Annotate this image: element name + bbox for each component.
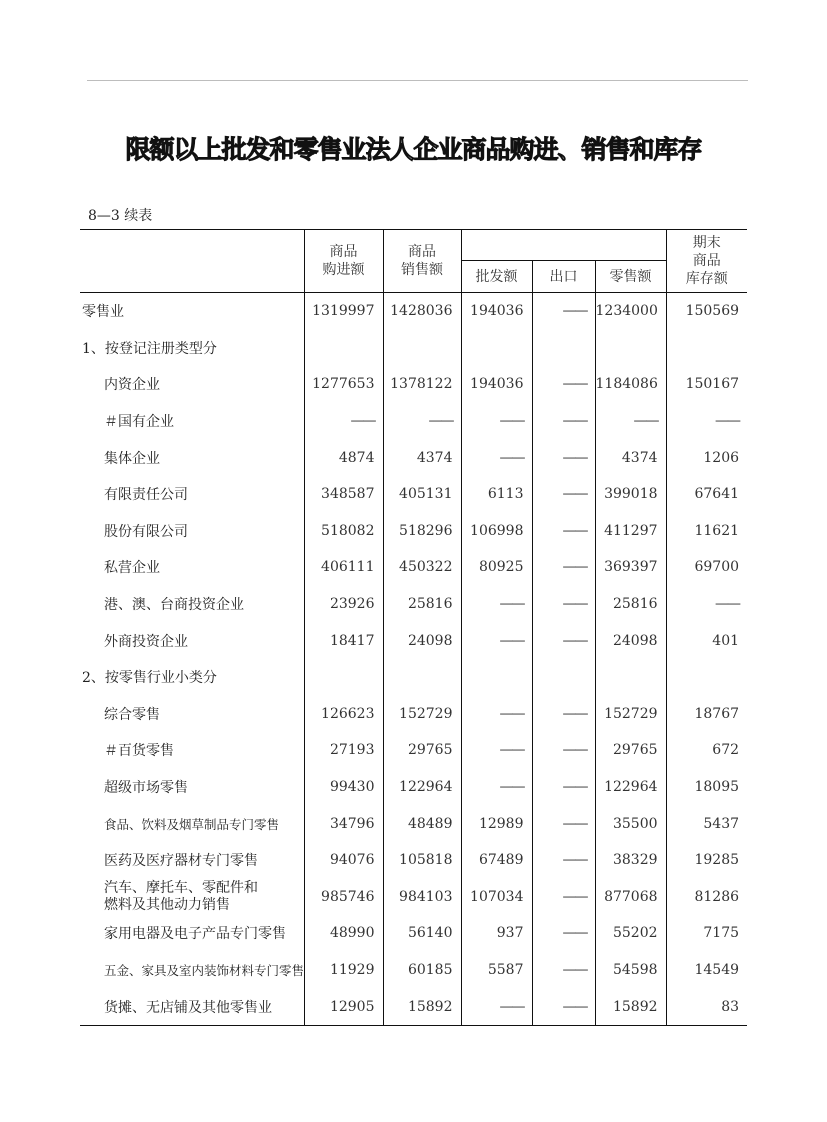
- table-row: [80, 915, 747, 952]
- cell-sales: 4374: [383, 439, 461, 476]
- header-sales: [383, 230, 461, 293]
- cell-purchase: 4874: [304, 439, 383, 476]
- row-label: 内资企业: [104, 377, 160, 394]
- cell-purchase: [304, 330, 383, 367]
- row-label: 综合零售: [104, 706, 160, 723]
- header-sales-l1: 商品: [408, 244, 436, 260]
- row-label-line2: 燃料及其他动力销售: [104, 896, 230, 913]
- cell-purchase: 126623: [304, 696, 383, 733]
- header-stock-l1: 期末: [692, 235, 721, 251]
- cell-stock: ——: [666, 403, 747, 440]
- row-label: 医药及医疗器材专门零售: [104, 853, 258, 870]
- cell-stock: 19285: [666, 842, 747, 879]
- table-row: [80, 439, 747, 476]
- row-label: 集体企业: [104, 450, 160, 467]
- cell-stock: ——: [666, 586, 747, 623]
- cell-wholesale: [461, 330, 532, 367]
- header-group-blank: [461, 230, 666, 261]
- row-label: 五金、家具及室内装饰材料专门零售: [104, 962, 305, 978]
- row-label: 私营企业: [104, 560, 160, 577]
- top-rule: [87, 80, 748, 81]
- cell-wholesale: 194036: [461, 293, 532, 330]
- cell-export: ——: [532, 879, 595, 916]
- cell-retail: 1234000: [595, 293, 666, 330]
- cell-sales: 56140: [383, 915, 461, 952]
- cell-export: ——: [532, 586, 595, 623]
- table-row: [80, 842, 747, 879]
- data-table: [80, 229, 747, 1026]
- table-row: [80, 659, 747, 696]
- cell-purchase: ——: [304, 403, 383, 440]
- cell-retail: 399018: [595, 476, 666, 513]
- row-label: 超级市场零售: [104, 780, 188, 797]
- cell-export: ——: [532, 842, 595, 879]
- row-label: 外商投资企业: [104, 633, 188, 650]
- cell-wholesale: 107034: [461, 879, 532, 916]
- row-label: 家用电器及电子产品专门零售: [104, 926, 286, 943]
- header-stock-l2: 商品: [692, 253, 721, 269]
- cell-retail: 411297: [595, 513, 666, 550]
- cell-purchase: [304, 659, 383, 696]
- cell-sales: 1428036: [383, 293, 461, 330]
- cell-purchase: 406111: [304, 549, 383, 586]
- cell-export: [532, 659, 595, 696]
- cell-stock: 69700: [666, 549, 747, 586]
- row-label: 股份有限公司: [104, 523, 188, 540]
- cell-export: ——: [532, 952, 595, 989]
- cell-retail: 38329: [595, 842, 666, 879]
- cell-stock: 7175: [666, 915, 747, 952]
- cell-retail: ——: [595, 403, 666, 440]
- header-stock: [666, 230, 747, 293]
- cell-stock: [666, 330, 747, 367]
- table-row: [80, 622, 747, 659]
- row-label-line1: 汽车、摩托车、零配件和: [104, 879, 258, 896]
- cell-sales: 25816: [383, 586, 461, 623]
- cell-export: ——: [532, 622, 595, 659]
- cell-purchase: 1319997: [304, 293, 383, 330]
- row-label: 有限责任公司: [104, 487, 188, 504]
- cell-purchase: 99430: [304, 769, 383, 806]
- cell-wholesale: 5587: [461, 952, 532, 989]
- header-purchase-l2: 购进额: [322, 262, 365, 278]
- cell-export: ——: [532, 769, 595, 806]
- cell-sales: [383, 659, 461, 696]
- cell-purchase: 12905: [304, 988, 383, 1025]
- cell-sales: 405131: [383, 476, 461, 513]
- cell-wholesale: ——: [461, 439, 532, 476]
- cell-sales: ——: [383, 403, 461, 440]
- cell-sales: 518296: [383, 513, 461, 550]
- cell-retail: 55202: [595, 915, 666, 952]
- cell-stock: 14549: [666, 952, 747, 989]
- table-number: 8—3 续表: [88, 208, 153, 224]
- cell-stock: 67641: [666, 476, 747, 513]
- cell-wholesale: [461, 659, 532, 696]
- cell-stock: 672: [666, 732, 747, 769]
- table-row: [80, 549, 747, 586]
- cell-wholesale: 67489: [461, 842, 532, 879]
- cell-retail: 369397: [595, 549, 666, 586]
- cell-purchase: 518082: [304, 513, 383, 550]
- cell-export: ——: [532, 293, 595, 330]
- cell-stock: 1206: [666, 439, 747, 476]
- cell-retail: 24098: [595, 622, 666, 659]
- cell-export: ——: [532, 403, 595, 440]
- cell-sales: 122964: [383, 769, 461, 806]
- header-retail: 零售额: [595, 261, 666, 293]
- cell-export: ——: [532, 915, 595, 952]
- cell-stock: 11621: [666, 513, 747, 550]
- cell-sales: 105818: [383, 842, 461, 879]
- cell-purchase: 985746: [304, 879, 383, 916]
- cell-export: [532, 330, 595, 367]
- cell-retail: 15892: [595, 988, 666, 1025]
- cell-purchase: 34796: [304, 805, 383, 842]
- row-label: [80, 879, 304, 916]
- cell-sales: 48489: [383, 805, 461, 842]
- cell-export: ——: [532, 696, 595, 733]
- cell-retail: 152729: [595, 696, 666, 733]
- header-purchase: [304, 230, 383, 293]
- cell-sales: 29765: [383, 732, 461, 769]
- cell-retail: 4374: [595, 439, 666, 476]
- cell-sales: 60185: [383, 952, 461, 989]
- cell-wholesale: 12989: [461, 805, 532, 842]
- header-blank: [80, 230, 304, 293]
- row-label: ＃百货零售: [104, 743, 174, 760]
- table-row: [80, 476, 747, 513]
- cell-purchase: 18417: [304, 622, 383, 659]
- cell-stock: 401: [666, 622, 747, 659]
- table-row: [80, 805, 747, 842]
- cell-export: ——: [532, 439, 595, 476]
- cell-retail: 25816: [595, 586, 666, 623]
- table-row: [80, 330, 747, 367]
- cell-retail: 54598: [595, 952, 666, 989]
- cell-export: ——: [532, 988, 595, 1025]
- cell-sales: 15892: [383, 988, 461, 1025]
- cell-sales: 1378122: [383, 366, 461, 403]
- cell-export: ——: [532, 549, 595, 586]
- cell-wholesale: ——: [461, 769, 532, 806]
- row-label: 2、按零售行业小类分: [82, 670, 217, 687]
- cell-stock: 5437: [666, 805, 747, 842]
- cell-sales: 450322: [383, 549, 461, 586]
- cell-stock: 83: [666, 988, 747, 1025]
- cell-stock: 150167: [666, 366, 747, 403]
- cell-retail: 877068: [595, 879, 666, 916]
- cell-retail: 29765: [595, 732, 666, 769]
- cell-purchase: 11929: [304, 952, 383, 989]
- table-row: [80, 769, 747, 806]
- cell-wholesale: 106998: [461, 513, 532, 550]
- cell-wholesale: 6113: [461, 476, 532, 513]
- cell-sales: [383, 330, 461, 367]
- cell-purchase: 23926: [304, 586, 383, 623]
- cell-wholesale: ——: [461, 732, 532, 769]
- table-row: [80, 586, 747, 623]
- cell-sales: 984103: [383, 879, 461, 916]
- row-label: 货摊、无店铺及其他零售业: [104, 999, 272, 1016]
- cell-wholesale: ——: [461, 622, 532, 659]
- row-label: 食品、饮料及烟草制品专门零售: [104, 816, 280, 832]
- row-label: 港、澳、台商投资企业: [104, 597, 244, 614]
- table-row: [80, 366, 747, 403]
- cell-wholesale: 194036: [461, 366, 532, 403]
- cell-sales: 152729: [383, 696, 461, 733]
- row-label: 零售业: [82, 304, 124, 321]
- cell-stock: 150569: [666, 293, 747, 330]
- table-row: [80, 696, 747, 733]
- cell-purchase: 48990: [304, 915, 383, 952]
- cell-wholesale: 937: [461, 915, 532, 952]
- row-label: ＃国有企业: [104, 414, 174, 431]
- table-row: [80, 293, 747, 330]
- cell-purchase: 94076: [304, 842, 383, 879]
- cell-sales: 24098: [383, 622, 461, 659]
- row-label: 1、按登记注册类型分: [82, 340, 217, 357]
- cell-export: ——: [532, 805, 595, 842]
- page-title: 限额以上批发和零售业法人企业商品购进、销售和库存: [125, 135, 702, 164]
- cell-wholesale: ——: [461, 988, 532, 1025]
- table-row: [80, 952, 747, 989]
- cell-wholesale: 80925: [461, 549, 532, 586]
- table-row: [80, 732, 747, 769]
- cell-wholesale: ——: [461, 403, 532, 440]
- cell-retail: [595, 659, 666, 696]
- header-wholesale: 批发额: [461, 261, 532, 293]
- cell-export: ——: [532, 476, 595, 513]
- cell-stock: 18767: [666, 696, 747, 733]
- table-row: [80, 403, 747, 440]
- cell-stock: [666, 659, 747, 696]
- cell-purchase: 27193: [304, 732, 383, 769]
- cell-retail: 122964: [595, 769, 666, 806]
- cell-retail: 1184086: [595, 366, 666, 403]
- header-sales-l2: 销售额: [401, 262, 443, 278]
- table-row: [80, 879, 747, 916]
- cell-stock: 18095: [666, 769, 747, 806]
- header-export: 出口: [532, 261, 595, 293]
- cell-retail: 35500: [595, 805, 666, 842]
- cell-wholesale: ——: [461, 696, 532, 733]
- cell-export: ——: [532, 732, 595, 769]
- cell-wholesale: ——: [461, 586, 532, 623]
- cell-purchase: 348587: [304, 476, 383, 513]
- header-purchase-l1: 商品: [329, 244, 358, 260]
- cell-purchase: 1277653: [304, 366, 383, 403]
- cell-retail: [595, 330, 666, 367]
- table-row: [80, 988, 747, 1025]
- header-stock-l3: 库存额: [685, 271, 728, 287]
- cell-export: ——: [532, 366, 595, 403]
- cell-stock: 81286: [666, 879, 747, 916]
- table-row: [80, 513, 747, 550]
- cell-export: ——: [532, 513, 595, 550]
